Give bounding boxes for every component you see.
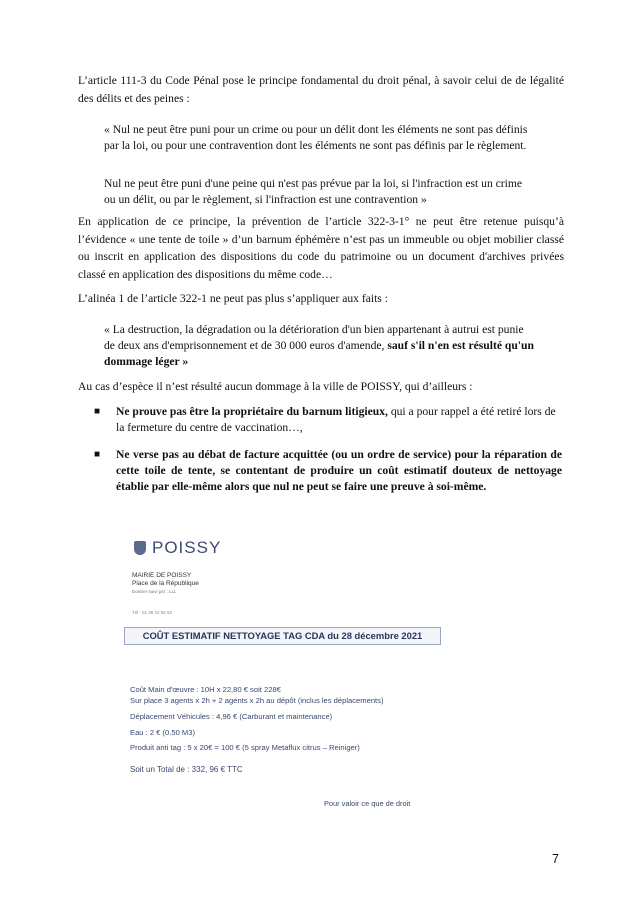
bullet-item-proprietaire xyxy=(116,404,562,436)
square-bullet-icon: ■ xyxy=(94,406,101,417)
mairie-telephone: Tél : 01 39 22 55 62 xyxy=(132,610,173,615)
cost-line: Eau : 2 € (0.50 M3) xyxy=(130,728,196,737)
quote-article-322-1 xyxy=(104,322,534,371)
mairie-address xyxy=(132,572,199,596)
cost-estimate-title: COÛT ESTIMATIF NETTOYAGE TAG CDA du 28 décembre 2021 xyxy=(124,627,441,645)
quote-article-322-1-bold: sauf s'il n'en est résulté qu'un dommage léger » xyxy=(104,339,534,369)
cost-line: Déplacement Véhicules : 4,96 € (Carburant et maintenance) xyxy=(130,712,333,721)
cost-line: Produit anti tag : 5 x 20€ = 100 € (5 spray Metaflux citrus – Reiniger) xyxy=(130,743,360,752)
paragraph-alinea-322-1: L’alinéa 1 de l’article 322-1 ne peut pas plus s’appliquer aux faits : xyxy=(78,292,388,305)
scanned-cost-estimate xyxy=(110,528,460,818)
bullet-item-proprietaire-bold: Ne prouve pas être la propriétaire du barnum litigieux, xyxy=(116,405,388,418)
quote-nul-ne-peut-etre-puni-peine: Nul ne peut être puni d'une peine qui n'est pas prévue par la loi, si l'infraction est un crime ou un délit, ou par le règlement, si l'infraction est une contravention » xyxy=(104,177,523,207)
mairie-place: Place de la République xyxy=(132,580,199,587)
poissy-logo xyxy=(134,538,221,558)
page-number: 7 xyxy=(552,852,559,866)
cost-line: Coût Main d'œuvre : 10H x 22,80 € soit 228€ xyxy=(130,685,281,694)
paragraph-cas-espece: Au cas d’espèce il n’est résulté aucun dommage à la ville de POISSY, qui d’ailleurs : xyxy=(78,380,473,393)
paragraph-application-principe: En application de ce principe, la prévention de l’article 322-3-1° ne peut être retenue puisqu’à l’évidence « une tente de toile » d’un barnum éphémère n’est pas un immeuble ou objet mobilier classé ou inscrit en application des dispositions du code du patrimoine ou un document d'archives privées classé en application des dispositions du même code… xyxy=(78,215,564,281)
quote-nul-ne-peut-etre-puni: « Nul ne peut être puni pour un crime ou pour un délit dont les éléments ne sont pas définis par la loi, ou pour une contravention dont les éléments ne sont pas définis par le règlement. xyxy=(104,123,528,153)
closing-statement: Pour valoir ce que de droit xyxy=(324,799,411,808)
mairie-name: MAIRIE DE POISSY xyxy=(132,572,192,579)
poissy-logo-text: POISSY xyxy=(152,538,222,557)
cost-line: Sur place 3 agents x 2h + 2 agents x 2h au dépôt (inclus les déplacements) xyxy=(130,696,384,705)
quote-article-322-1-normal: « La destruction, la dégradation ou la détérioration d'un bien appartenant à autrui est punie de deux ans d'emprisonnement et de 30 000 euros d'amende, xyxy=(104,323,524,353)
square-bullet-icon: ■ xyxy=(94,449,101,460)
bullet-item-proprietaire-normal: qui a pour rappel a été retiré lors de la fermeture du centre de vaccination…, xyxy=(116,405,556,434)
paragraph-article-111-3: L’article 111-3 du Code Pénal pose le principe fondamental du droit pénal, à savoir celui de de légalité des délits et des peines : xyxy=(78,74,564,105)
cost-total: Soit un Total de : 332, 96 € TTC xyxy=(130,765,243,774)
poissy-shield-icon xyxy=(134,541,146,555)
bullet-item-facture: Ne verse pas au débat de facture acquittée (ou un ordre de service) pour la réparation de cette toile de tente, se contentant de produire un coût estimatif douteux de nettoyage établie par elle-même alors que nul ne peut se faire une preuve à soi-même. xyxy=(116,448,562,493)
mairie-dossier: Dossier suivi par : LLL xyxy=(132,589,177,594)
